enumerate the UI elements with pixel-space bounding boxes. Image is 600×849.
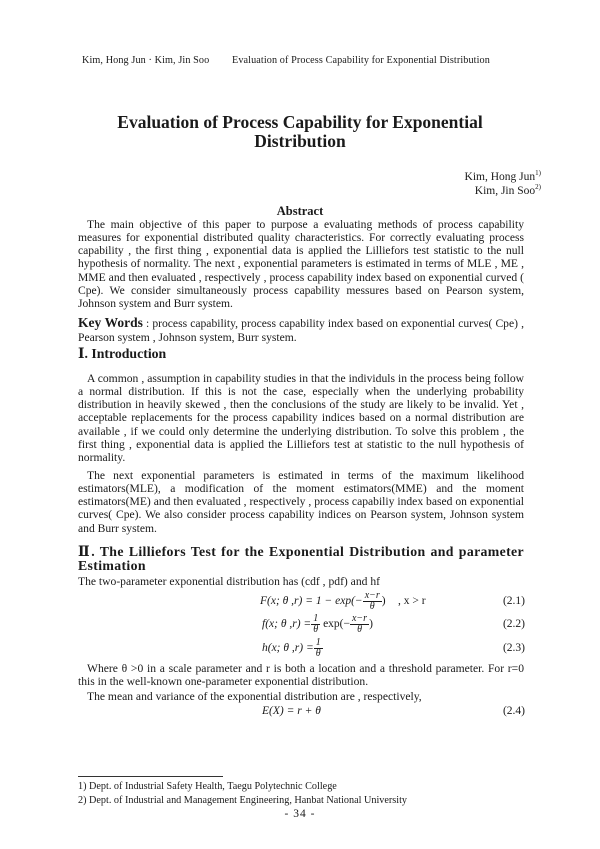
footnote-divider (78, 776, 223, 777)
section-2-where-text: Where θ >0 in a scale parameter and r is both a location and a threshold parameter. For r=0 this in the well-known one-parameter exponential distribution. (78, 662, 524, 689)
page-number: - 34 - (284, 808, 316, 820)
eq-2-2-exp: exp(− (323, 618, 350, 631)
eq-2-1-lhs: F(x; θ ,r) = 1 − exp(− (260, 595, 363, 608)
abstract-text: The main objective of this paper to purpose a evaluating methods of process capability measures for exponential distributed quality characteristics. For correctly evaluating process capability , the first thing , exponential data is applied the Lilliefors test statistic to the null hypothesis of normality. The next , exponential parameters is estimated in terms of MLE , ME , MME and then evaluated , respectively , process capability index based on exponential curved ( Cpe). We consider simultaneously process capability messures based on Pearson system, Johnson system and Burr system. (78, 218, 524, 310)
eq-2-2-close: ) (369, 618, 373, 631)
eq-2-1-numerator: x−r (364, 590, 380, 601)
equation-2-3 (0, 638, 600, 662)
keywords-text: : process capability, process capability index based on exponential curves( Cpe) , Pearson system , Johnson system, Burr system. (78, 317, 524, 344)
eq-2-3-numerator: 1 (315, 637, 321, 648)
eq-2-3-denominator: θ (315, 648, 321, 659)
eq-2-2-body (262, 614, 373, 635)
section-2-mean-text: The mean and variance of the exponential distribution are , respectively, (87, 690, 422, 703)
eq-2-4-body: E(X) = r + θ (262, 705, 321, 717)
section-1-para-2-text: The next exponential parameters is estimated in terms of the maximum likelihood estimators(MLE), a modification of the moment estimators(MME) and the moment estimators(ME) and then evaluated , respectively , process capabiliy index based on exponential curves( Cpe). We also consider process capability indices on Pearson system, Johnson system and Burr system. (78, 469, 524, 535)
eq-2-1-fraction (363, 591, 382, 612)
eq-2-2-denominator: θ (357, 624, 362, 635)
equation-2-1 (0, 591, 600, 615)
header-authors: Kim, Hong Jun · Kim, Jin Soo (82, 55, 210, 66)
author-2-name: Kim, Jin Soo (474, 185, 536, 197)
keywords-label: Key Words (78, 315, 143, 330)
footnote-1: 1) Dept. of Industrial Safety Health, Taegu Polytechnic College (78, 781, 337, 792)
eq-2-2-coef-fraction (311, 614, 320, 635)
author-2 (475, 180, 541, 198)
section-2-heading: Ⅱ. The Lilliefors Test for the Exponential Distribution and parameter Estimation (78, 544, 524, 573)
paper-title-line2: Distribution (254, 131, 346, 151)
eq-2-3-fraction (314, 638, 323, 659)
author-1-mark: 1) (535, 169, 541, 177)
eq-2-3-body (262, 638, 323, 659)
abstract-heading: Abstract (276, 204, 324, 218)
footnote-2: 2) Dept. of Industrial and Management Engineering, Hanbat National University (78, 795, 408, 806)
eq-2-2-numerator: x−r (351, 613, 368, 624)
author-1-name: Kim, Hong Jun (464, 171, 536, 183)
eq-2-3-number: (2.3) (502, 642, 525, 654)
eq-2-4-number: (2.4) (502, 705, 525, 717)
eq-2-2-coef-denominator: θ (313, 624, 319, 635)
section-1-para-1 (78, 372, 524, 464)
eq-2-1-denominator: θ (369, 601, 375, 612)
section-1-para-1-text: A common , assumption in capability studies in that the individuls in the process being follow a normal distribution. If this is not the case, especially when the underlying probability distribution in heavily skewed , then the conclusions of the study are likely to be invalid. Yet , acceptable replacements for the process capability indices based on a normal distribution are available , if we could only determine the underlying distribution. To solve this problem , the first thing , exponential data is applied the Lilliefors test at statistic to the null hypothesis of normality. (78, 372, 524, 464)
equation-2-2 (0, 614, 600, 638)
section-1-para-2 (78, 469, 524, 535)
eq-2-1-condition: , x > r (398, 595, 426, 607)
equation-2-4 (0, 701, 600, 725)
paper-title (60, 113, 540, 151)
paper-title-line1: Evaluation of Process Capability for Exponential (117, 112, 483, 132)
eq-2-2-coef-numerator: 1 (313, 613, 319, 624)
eq-2-2-number: (2.2) (502, 618, 525, 630)
keywords (78, 316, 524, 345)
section-1-heading: Ⅰ. Introduction (78, 346, 167, 361)
eq-2-1-number: (2.1) (502, 595, 525, 607)
header-title: Evaluation of Process Capability for Exponential Distribution (232, 55, 490, 66)
eq-2-1-body (260, 591, 386, 612)
author-2-mark: 2) (535, 183, 541, 191)
running-header (82, 55, 522, 69)
eq-2-3-lhs: h(x; θ ,r) = (262, 642, 314, 655)
eq-2-2-fraction (350, 614, 369, 635)
abstract-body (78, 218, 524, 310)
eq-2-1-close: ) (381, 595, 386, 608)
section-2-intro: The two-parameter exponential distribution has (cdf , pdf) and hf (78, 575, 380, 588)
section-2-where (78, 662, 524, 688)
eq-2-2-lhs: f(x; θ ,r) = (262, 618, 312, 631)
